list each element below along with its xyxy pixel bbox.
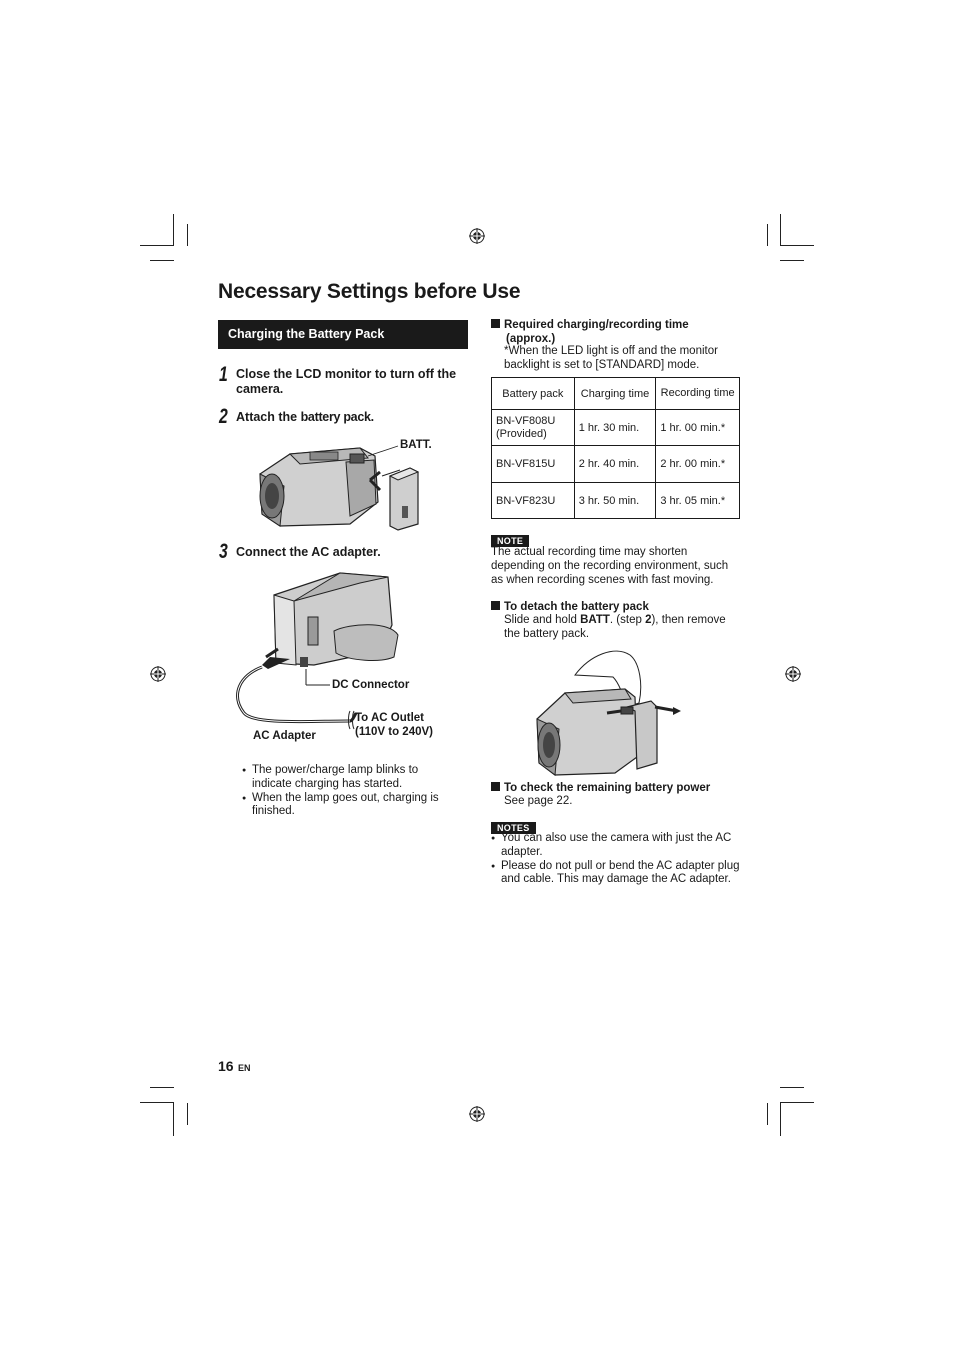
step-number-3: 3 — [219, 540, 228, 563]
registration-mark-icon — [150, 666, 166, 682]
table-cell: BN-VF823U — [492, 483, 575, 519]
note-text: The actual recording time may shorten depending on the recording environment, such as when recording scenes with fast moving. — [491, 546, 729, 586]
table-cell: BN-VF815U — [492, 446, 575, 483]
check-power-heading: To check the remaining battery power — [491, 781, 710, 795]
detach-battery-illustration — [535, 645, 685, 780]
notes-badge: NOTES — [491, 818, 536, 836]
square-bullet-icon — [491, 319, 500, 328]
list-item: ● You can also use the camera with just the AC adapter. — [491, 832, 743, 860]
note-badge: NOTE — [491, 531, 529, 549]
step-number-1: 1 — [219, 363, 228, 386]
table-cell: 3 hr. 05 min.* — [656, 483, 740, 519]
dc-connector-label: DC Connector — [332, 679, 410, 691]
page-title: Necessary Settings before Use — [218, 280, 521, 303]
table-cell: 3 hr. 50 min. — [574, 483, 656, 519]
table-row — [492, 483, 740, 519]
detach-text: Slide and hold BATT. (step 2), then remove the battery pack. — [504, 614, 726, 640]
table-header-row — [492, 378, 740, 410]
registration-mark-icon — [469, 228, 485, 244]
batt-label: BATT. — [400, 439, 432, 451]
charging-bullets — [242, 764, 457, 819]
step-text-3: Connect the AC adapter. — [236, 545, 381, 559]
required-time-note: *When the LED light is off and the monitor backlight is set to [STANDARD] mode. — [504, 345, 718, 371]
detach-heading: To detach the battery pack — [491, 600, 649, 614]
ac-outlet-label: To AC Outlet (110V to 240V) — [355, 712, 433, 738]
table-cell: 1 hr. 30 min. — [574, 410, 656, 446]
table-cell: 2 hr. 40 min. — [574, 446, 656, 483]
notes-list — [491, 832, 743, 887]
step-text-2: Attach the battery pack. — [236, 410, 374, 424]
section-title-bar: Charging the Battery Pack — [218, 320, 468, 349]
list-item: ● The power/charge lamp blinks to indicate charging has started. — [242, 764, 457, 792]
page-number: 16 EN — [218, 1058, 251, 1074]
registration-mark-icon — [469, 1106, 485, 1122]
step-number-2: 2 — [219, 405, 228, 428]
check-power-text: See page 22. — [504, 795, 573, 807]
table-header-cell: Recording time — [656, 378, 740, 410]
camera-battery-illustration — [250, 432, 470, 534]
step-text-1: Close the LCD monitor to turn off the camera. — [236, 367, 457, 396]
table-cell: BN-VF808U (Provided) — [492, 410, 575, 446]
table-cell: 1 hr. 00 min.* — [656, 410, 740, 446]
charging-time-table — [491, 377, 740, 519]
required-time-heading: Required charging/recording time (approx.) — [491, 318, 741, 346]
square-bullet-icon — [491, 782, 500, 791]
table-row — [492, 446, 740, 483]
square-bullet-icon — [491, 601, 500, 610]
registration-mark-icon — [785, 666, 801, 682]
list-item: ● Please do not pull or bend the AC adapter plug and cable. This may damage the AC adapter. — [491, 860, 743, 888]
table-cell: 2 hr. 00 min.* — [656, 446, 740, 483]
table-header-cell: Battery pack — [492, 378, 575, 410]
table-row — [492, 410, 740, 446]
ac-adapter-label: AC Adapter — [253, 730, 316, 742]
table-header-cell: Charging time — [574, 378, 656, 410]
list-item: ● When the lamp goes out, charging is finished. — [242, 792, 457, 820]
